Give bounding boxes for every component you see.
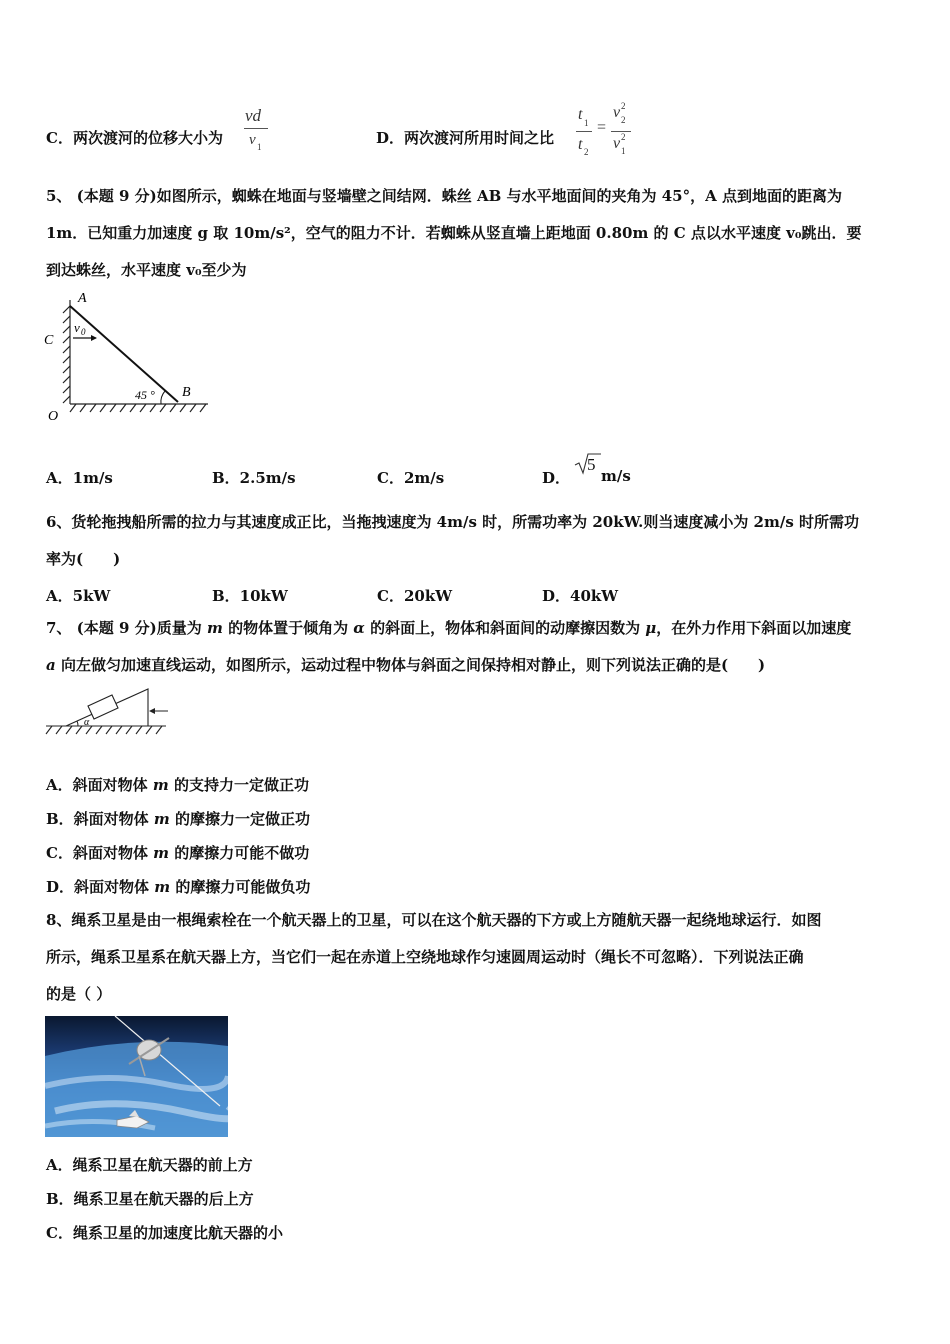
q5-spider-web-figure	[40, 288, 215, 426]
q5-line-2: 1m．已知重力加速度 g 取 10m/s²，空气的阻力不计．若蜘蛛从竖直墙上距地面 0.80m 的 C 点以水平速度 v₀跳出．要	[46, 224, 862, 242]
q4-optc-numerator: vd	[245, 106, 262, 125]
tethered-satellite-photo	[45, 1016, 228, 1137]
q5-option-b[interactable]: B．2.5m/s	[212, 469, 296, 487]
question-7-stem	[46, 610, 908, 684]
silk-line-ab	[70, 306, 178, 402]
q8-option-b[interactable]: B．绳系卫星在航天器的后上方	[46, 1190, 254, 1208]
ground-hatching	[70, 404, 208, 412]
q6-option-a[interactable]: A．5kW	[46, 587, 111, 605]
question-5-stem	[46, 178, 908, 289]
q4-optd-v2: v	[613, 104, 621, 121]
q7-option-c[interactable]: C．斜面对物体 m 的摩擦力可能不做功	[46, 844, 310, 862]
q5-optd-radicand: 5	[587, 455, 596, 474]
q5-line-1: 5、 (本题 9 分)如图所示，蜘蛛在地面与竖墙壁之间结网．蛛丝 AB 与水平地面间的夹角为 45°，A 点到地面的距离为	[46, 187, 842, 205]
q4-option-c-text: C．两次渡河的位移大小为	[46, 129, 223, 147]
q4-optd-v1-sup: 2	[621, 132, 626, 142]
block-m	[88, 695, 118, 719]
q7-incline-figure	[44, 686, 172, 742]
q4-optd-v1: v	[613, 135, 621, 152]
q4-optc-den-subscript: 1	[257, 142, 262, 152]
q4-optd-t1: t	[578, 106, 583, 123]
q6-option-b[interactable]: B．10kW	[212, 587, 288, 605]
label-v0: v	[74, 320, 80, 335]
q6-option-c[interactable]: C．20kW	[377, 587, 453, 605]
question-8-stem	[46, 902, 908, 1013]
q4-optd-t2: t	[578, 136, 583, 153]
q5-option-a[interactable]: A．1m/s	[46, 469, 113, 487]
label-v0-sub: 0	[81, 327, 86, 337]
q4-optd-v2-sub: 2	[621, 115, 626, 125]
q7-option-a[interactable]: A．斜面对物体 m 的支持力一定做正功	[46, 776, 309, 794]
fraction-bar	[244, 128, 268, 129]
q8-line-1: 8、绳系卫星是由一根绳索栓在一个航天器上的卫星，可以在这个航天器的下方或上方随航天器一起绕地球运行．如图	[46, 911, 822, 929]
q8-line-2: 所示，绳系卫星系在航天器上方，当它们一起在赤道上空绕地球作匀速圆周运动时（绳长不可忽略）．下列说法正确	[46, 948, 804, 966]
q6-option-d[interactable]: D．40kW	[542, 587, 619, 605]
q5-option-c[interactable]: C．2m/s	[377, 469, 445, 487]
label-angle: 45 °	[135, 388, 155, 402]
q4-optd-equals: =	[597, 119, 607, 136]
q8-option-a[interactable]: A．绳系卫星在航天器的前上方	[46, 1156, 253, 1174]
label-b: B	[182, 385, 191, 400]
q8-option-c[interactable]: C．绳系卫星的加速度比航天器的小	[46, 1224, 283, 1242]
question-6-stem	[46, 504, 908, 578]
q4-optd-t1-sub: 1	[584, 118, 589, 128]
q4-optd-v1-sub: 1	[621, 146, 626, 156]
arrowhead-icon	[149, 708, 155, 714]
q4-option-d-text: D．两次渡河所用时间之比	[376, 129, 555, 147]
q7-line-1: 7、 (本题 9 分)质量为 m 的物体置于倾角为 α 的斜面上，物体和斜面间的动摩擦因数为 μ，在外力作用下斜面以加速度	[46, 619, 852, 637]
label-o: O	[48, 409, 59, 424]
label-c: C	[44, 333, 54, 348]
q4-optd-v2-sup: 2	[621, 101, 626, 111]
q5-line-3: 到达蛛丝，水平速度 v₀至少为	[46, 261, 247, 279]
q4-optd-t2-sub: 2	[584, 147, 589, 157]
q7-option-b[interactable]: B．斜面对物体 m 的摩擦力一定做正功	[46, 810, 311, 828]
q6-line-2: 率为( )	[46, 550, 121, 568]
q5-optd-unit: m/s	[601, 467, 631, 485]
angle-arc	[161, 391, 165, 404]
q7-option-d[interactable]: D．斜面对物体 m 的摩擦力可能做负功	[46, 878, 311, 896]
ground-hatching	[46, 726, 166, 734]
q4-optc-denominator: v	[249, 132, 256, 148]
fraction-bar	[576, 131, 592, 132]
q8-line-3: 的是（ ）	[46, 985, 112, 1003]
arrowhead-icon	[91, 335, 97, 341]
wall-hatching	[63, 300, 70, 404]
q5-option-d[interactable]: D．	[542, 469, 571, 487]
label-alpha: α	[84, 717, 90, 728]
q6-line-1: 6、货轮拖拽船所需的拉力与其速度成正比，当拖拽速度为 4m/s 时，所需功率为 20kW.则当速度减小为 2m/s 时所需功	[46, 513, 860, 531]
label-a: A	[78, 291, 87, 306]
q7-line-2: a 向左做匀加速直线运动，如图所示，运动过程中物体与斜面之间保持相对静止，则下列说法正确的是( )	[46, 656, 766, 674]
angle-arc	[77, 721, 78, 726]
